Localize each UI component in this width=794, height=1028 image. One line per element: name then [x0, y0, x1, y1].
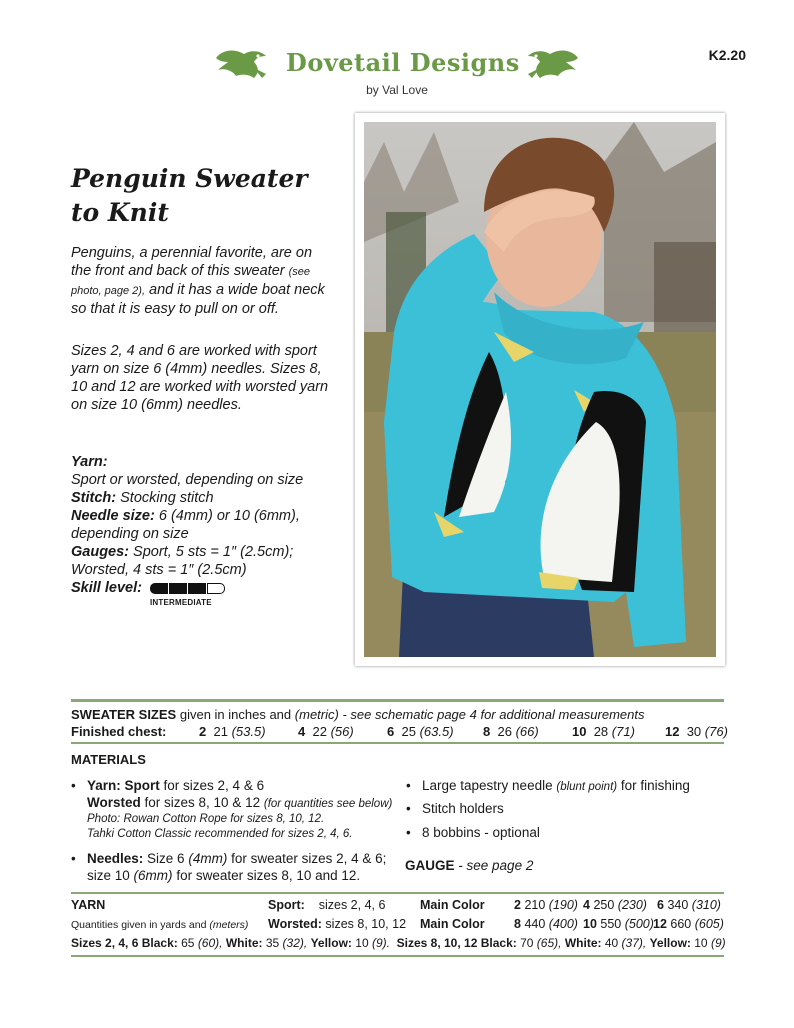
gauges-value-1: Sport, 5 sts = 1″ (2.5cm); [133, 544, 294, 560]
materials-bobbins-item: • 8 bobbins - optional [422, 824, 540, 841]
gauges-value-2: Worsted, 4 sts = 1″ (2.5cm) [71, 562, 247, 578]
yarn-qty-metric: (190) [548, 898, 578, 912]
yarn-table-sub [71, 919, 248, 931]
needle-label: Needle size: [71, 508, 155, 524]
gauge-note: - see page 2 [458, 858, 534, 873]
contrast-sizes-label: Sizes 8, 10, 12 [396, 936, 478, 950]
gauge-label: GAUGE [405, 858, 455, 873]
yarn-qty-size: 6 [657, 898, 664, 912]
divider [71, 955, 724, 957]
size-metric: (56) [330, 724, 354, 739]
needles-text: size 10 [87, 868, 130, 883]
brand-name: Dovetail Designs [286, 48, 520, 77]
sizes-heading-metric: (metric) [294, 707, 339, 722]
title-line-2: to Knit [71, 198, 169, 227]
yarn-table-sub-text: Quantities given in yards and [71, 919, 207, 931]
needles-metric: (4mm) [188, 851, 228, 866]
yarn-worsted-sizes: sizes 8, 10, 12 [325, 917, 407, 931]
tapestry-text: for finishing [620, 778, 690, 793]
skill-segment-filled [150, 583, 168, 594]
yellow-label: Yellow: [310, 936, 352, 950]
white-metric: (37), [621, 936, 647, 950]
tahki-note: Tahki Cotton Classic recommended for sizes 2, 4, 6. [87, 828, 353, 840]
size-metric: (71) [611, 724, 635, 739]
specs-block [71, 453, 341, 597]
size-number: 6 [387, 724, 395, 739]
size-item [665, 724, 728, 739]
tapestry-note: (blunt point) [556, 781, 618, 793]
white-qty: 35 [265, 936, 280, 950]
size-metric: (53.5) [231, 724, 266, 739]
yarn-qty-size: 12 [653, 917, 667, 931]
yarn-sport-label: Sport: [268, 898, 305, 912]
title-line-1: Penguin Sweater [71, 164, 308, 193]
needle-value: 6 (4mm) or 10 (6mm), depending on size [71, 508, 300, 542]
finished-chest-label: Finished chest: [71, 724, 167, 739]
yarn-worsted-note: (for quantities see below) [263, 798, 393, 810]
pattern-code: K2.20 [708, 47, 746, 63]
yarn-sport-label: Yarn: Sport [87, 778, 160, 793]
white-metric: (32), [282, 936, 308, 950]
photo-frame [355, 113, 725, 666]
yarn-table-sub-metric: (meters) [209, 919, 249, 931]
materials-tapestry-item [422, 777, 690, 795]
yarn-qty [514, 917, 578, 931]
needles-text: Size 6 [147, 851, 185, 866]
gauge-line [405, 858, 533, 873]
yarn-qty [583, 898, 647, 912]
size-inches: 25 [401, 724, 416, 739]
black-metric: (60), [197, 936, 223, 950]
white-label: White: [225, 936, 263, 950]
dove-icon [214, 44, 274, 84]
sweater-photo [364, 122, 716, 657]
skill-segment-filled [188, 583, 206, 594]
brand-logo [214, 44, 584, 84]
skill-row [71, 579, 341, 597]
black-metric: (65), [536, 936, 562, 950]
yarn-sport [268, 898, 385, 912]
yarn-qty-metric: (500) [624, 917, 654, 931]
divider [71, 742, 724, 744]
yarn-qty-value: 210 [524, 898, 546, 912]
size-number: 2 [199, 724, 207, 739]
size-item [387, 724, 454, 739]
stitch-label: Stitch: [71, 490, 117, 506]
yarn-qty-metric: (230) [617, 898, 647, 912]
size-inches: 28 [593, 724, 609, 739]
skill-segment-empty [207, 583, 225, 594]
skill-level-text: INTERMEDIATE [150, 598, 212, 607]
intro-text: and it has a wide boat neck so that it is easy to pull on or off. [71, 282, 325, 317]
intro-paragraph-2: Sizes 2, 4 and 6 are worked with sport yarn on size 6 (4mm) needles. Sizes 8, 10 and 12 are worked with worsted yarn on size 10 (6mm) needles. [71, 343, 329, 413]
intro-note: (see photo, page 2), [71, 266, 311, 297]
yarn-qty [657, 898, 721, 912]
yarn-qty-size: 8 [514, 917, 521, 931]
stitch-value: Stocking stitch [120, 490, 214, 506]
yellow-qty: 10 [355, 936, 369, 950]
divider [71, 892, 724, 894]
black-qty: 65 [181, 936, 195, 950]
yellow-qty: 10 [694, 936, 708, 950]
sizes-heading-label: SWEATER SIZES [71, 707, 177, 722]
size-inches: 22 [312, 724, 327, 739]
yarn-qty-size: 2 [514, 898, 521, 912]
yarn-qty-value: 660 [670, 917, 692, 931]
materials-heading: MATERIALS [71, 752, 146, 767]
gauges-label: Gauges: [71, 544, 130, 560]
yellow-metric: (9) [710, 936, 726, 950]
yarn-worsted [268, 917, 406, 931]
photo-note: Photo: Rowan Cotton Rope for sizes 8, 10, 12. [87, 813, 325, 825]
yarn-worsted-label: Worsted: [268, 917, 322, 931]
size-number: 10 [572, 724, 587, 739]
size-item [572, 724, 635, 739]
materials-yarn-item [87, 777, 407, 842]
divider [71, 699, 724, 702]
yellow-metric: (9). [371, 936, 390, 950]
yarn-qty-size: 4 [583, 898, 590, 912]
yarn-qty-size: 10 [583, 917, 597, 931]
yarn-sport-sizes: sizes 2, 4, 6 [318, 898, 386, 912]
size-number: 8 [483, 724, 491, 739]
needles-text: for sweater sizes 8, 10 and 12. [176, 868, 361, 883]
size-inches: 30 [686, 724, 702, 739]
main-color-label: Main Color [420, 917, 485, 931]
main-color-label: Main Color [420, 898, 485, 912]
skill-meter [150, 583, 226, 594]
intro-paragraph-1 [71, 244, 329, 318]
yarn-table-heading: YARN [71, 898, 106, 912]
sizes-heading-note: given in inches and [179, 707, 292, 722]
black-label: Black: [480, 936, 517, 950]
dove-icon [520, 44, 580, 84]
size-number: 12 [665, 724, 680, 739]
needles-label: Needles: [87, 851, 144, 866]
yarn-qty [514, 898, 578, 912]
skill-segment-filled [169, 583, 187, 594]
size-inches: 26 [497, 724, 512, 739]
yarn-qty-value: 550 [600, 917, 622, 931]
black-label: Black: [141, 936, 178, 950]
yarn-worsted-sizes: for sizes 8, 10 & 12 [144, 795, 261, 810]
yarn-worsted-label: Worsted [87, 795, 141, 810]
size-metric: (66) [515, 724, 539, 739]
white-label: White: [564, 936, 602, 950]
yarn-qty [583, 917, 654, 931]
yarn-qty-value: 250 [593, 898, 615, 912]
needles-metric: (6mm) [133, 868, 173, 883]
yarn-qty-metric: (605) [694, 917, 724, 931]
byline: by Val Love [366, 83, 428, 97]
sizes-heading-see: - see schematic page 4 for additional measurements [342, 707, 645, 722]
yarn-sport-sizes: for sizes 2, 4 & 6 [163, 778, 265, 793]
size-number: 4 [298, 724, 306, 739]
size-metric: (63.5) [419, 724, 454, 739]
sizes-heading [71, 707, 645, 722]
size-item [483, 724, 539, 739]
contrast-colors-row [71, 936, 726, 950]
skill-label: Skill level: [71, 580, 142, 596]
yarn-qty-metric: (400) [548, 917, 578, 931]
size-item [199, 724, 266, 739]
yarn-qty-value: 340 [667, 898, 689, 912]
yarn-qty [653, 917, 724, 931]
intro-text: Penguins, a perennial favorite, are on the front and back of this sweater [71, 245, 313, 279]
materials-needles-item [87, 850, 407, 884]
needles-text: for sweater sizes 2, 4 & 6; [231, 851, 387, 866]
yarn-qty-metric: (310) [691, 898, 721, 912]
black-qty: 70 [520, 936, 534, 950]
tapestry-text: Large tapestry needle [422, 778, 553, 793]
yarn-qty-value: 440 [524, 917, 546, 931]
size-metric: (76) [704, 724, 728, 739]
yarn-label: Yarn: [71, 454, 108, 470]
white-qty: 40 [604, 936, 619, 950]
size-item [298, 724, 354, 739]
yellow-label: Yellow: [649, 936, 691, 950]
page-title [71, 162, 341, 230]
yarn-value: Sport or worsted, depending on size [71, 472, 304, 488]
materials-holders-item: • Stitch holders [422, 800, 504, 817]
size-inches: 21 [213, 724, 228, 739]
contrast-sizes-label: Sizes 2, 4, 6 [71, 936, 139, 950]
